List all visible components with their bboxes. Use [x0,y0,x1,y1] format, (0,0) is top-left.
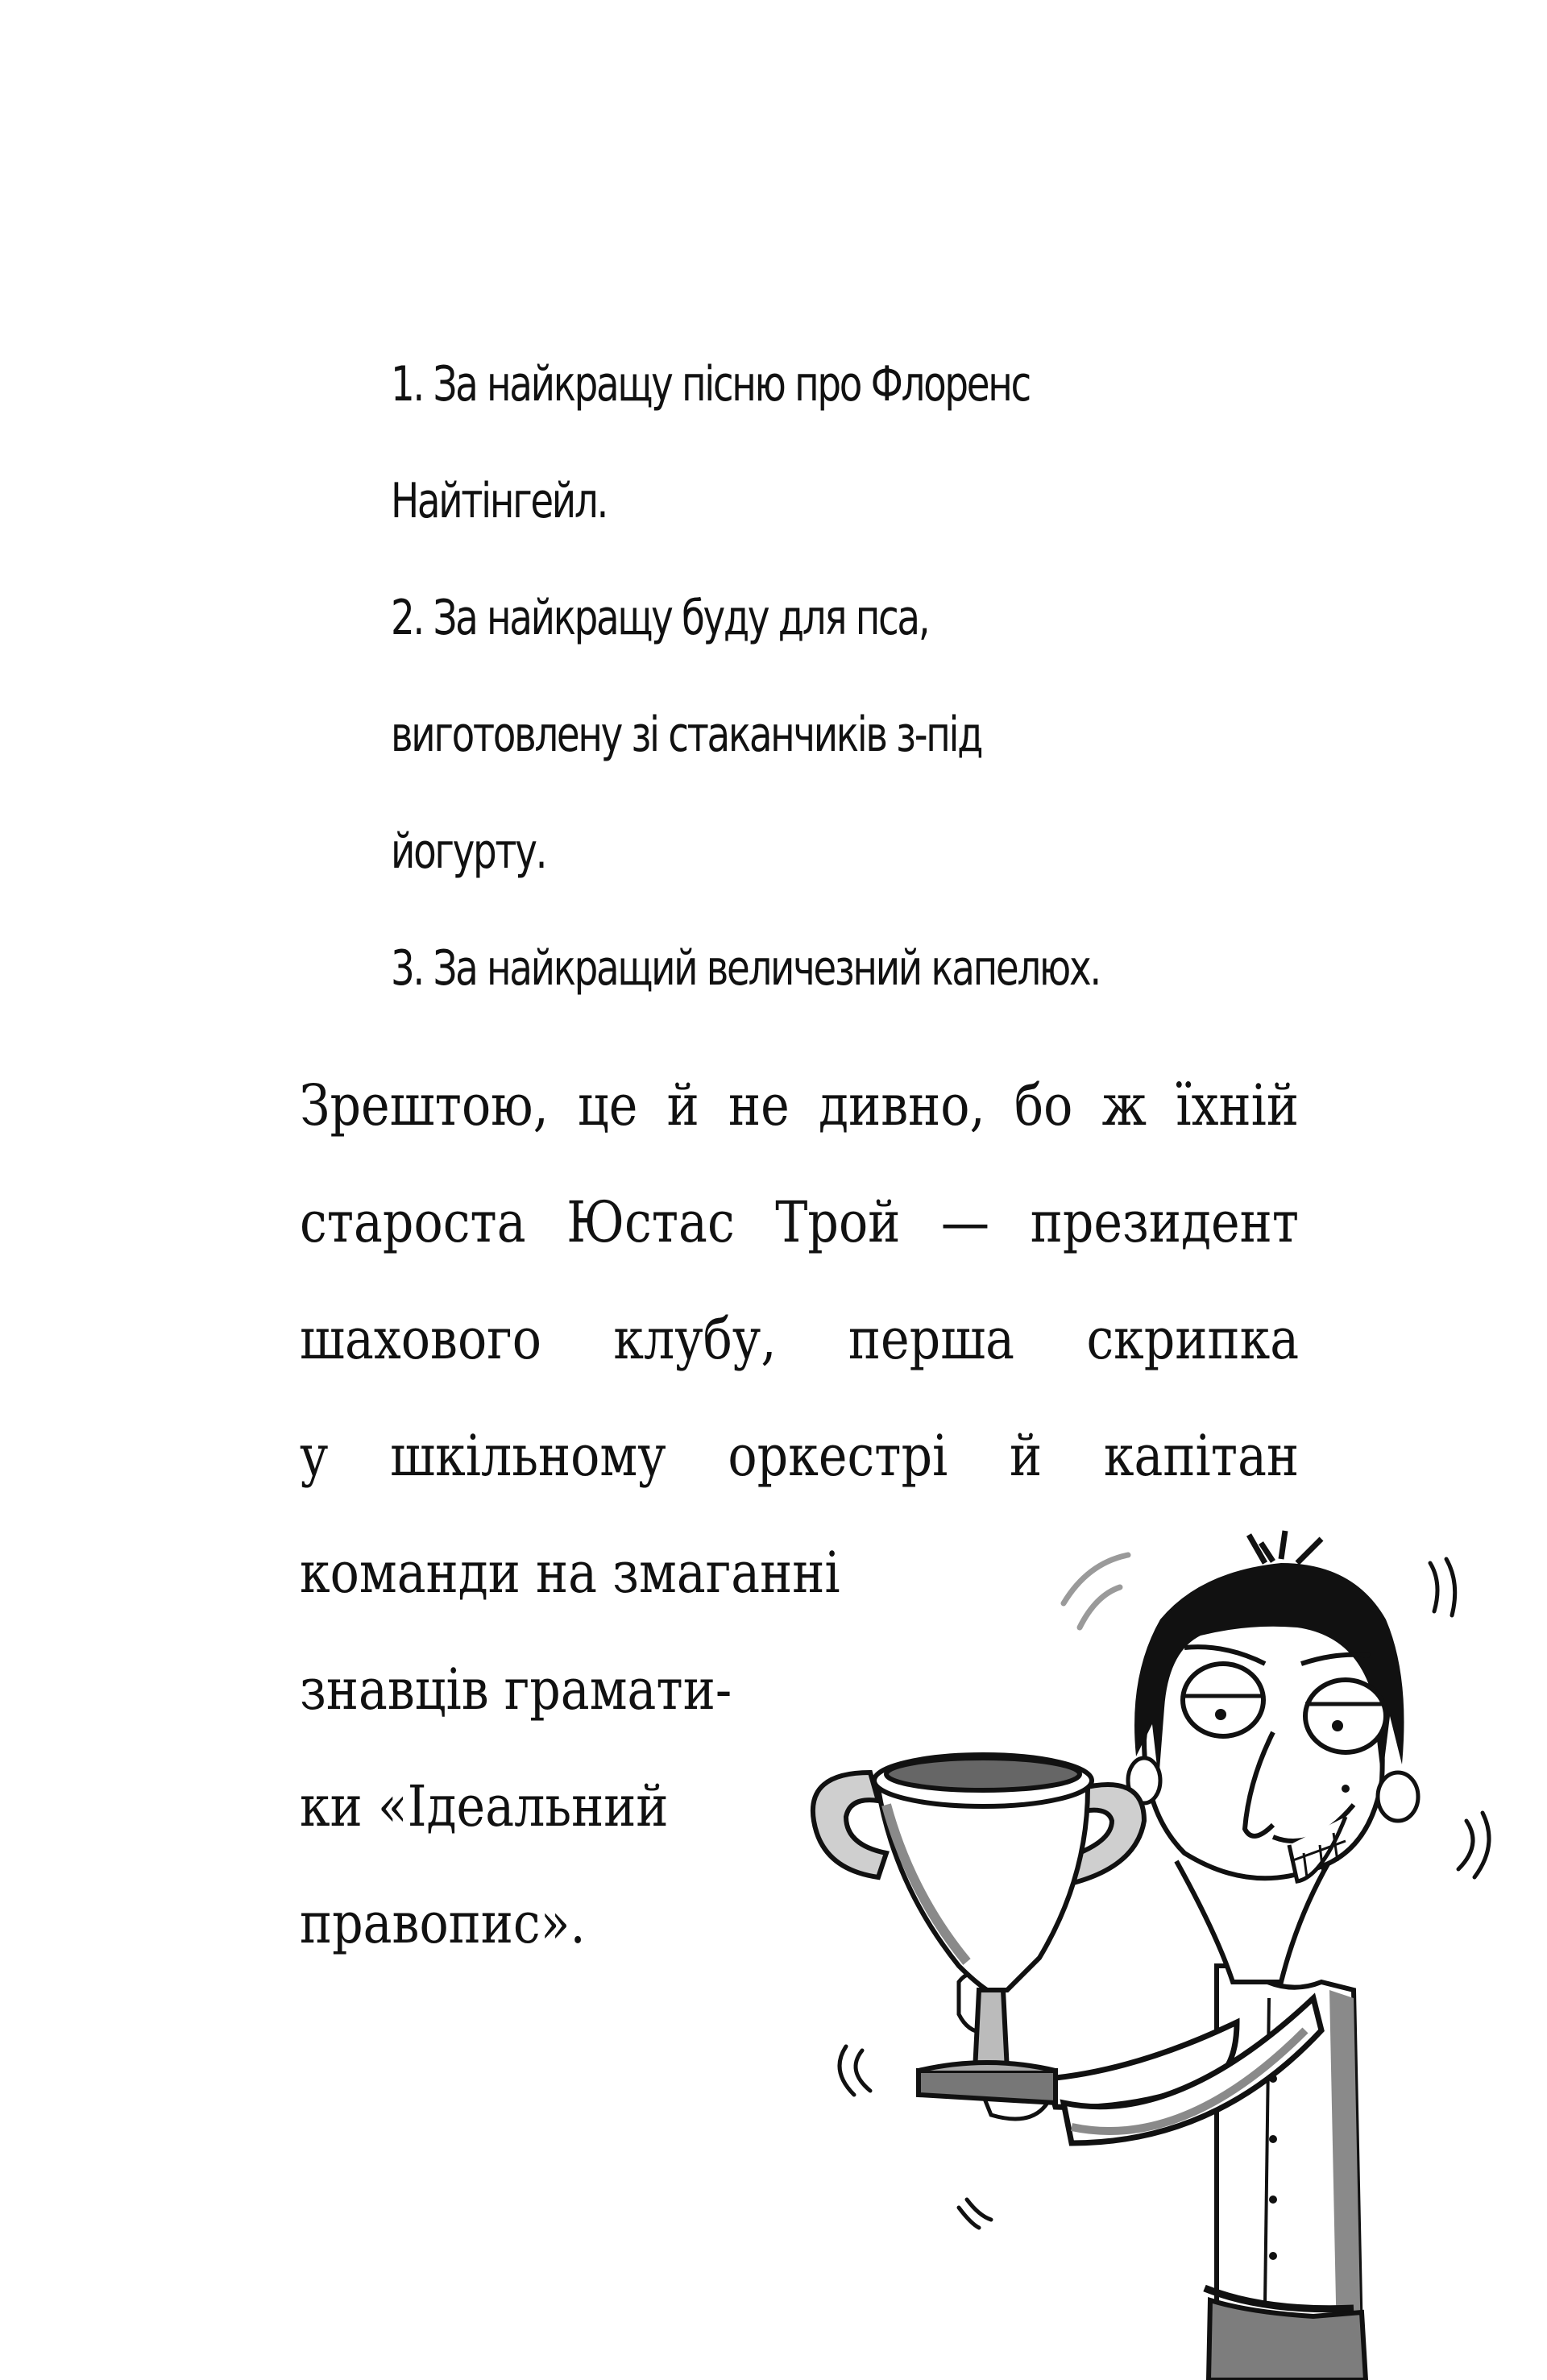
paragraph-line-8: правопис». [300,1890,586,1956]
paragraph-line-5: команди на змаганні [300,1540,840,1606]
word: Зрештою, [300,1072,549,1138]
word: — [940,1189,990,1255]
award-item-1-line-1: 1. За найкращу пісню про Флоренс [391,356,1030,413]
word: не [728,1072,790,1138]
word: староста [300,1189,526,1255]
award-item-2-line-1: 2. За найкращу буду для пса, [391,590,929,646]
paragraph-line-7: ки «Ідеальний [300,1773,669,1839]
trophy-boy-drawing-icon [798,1515,1547,2380]
paragraph-line-3 [300,1281,1299,1398]
word: у [300,1423,329,1489]
word: президент [1030,1189,1300,1255]
awards-list [391,326,1317,1027]
word: й [1010,1423,1043,1489]
paragraph-line-6: знавців грамати- [300,1656,732,1723]
paragraph-line-2 [300,1164,1299,1281]
word: це [578,1072,638,1138]
award-item-2-line-3: йогурту. [391,823,546,880]
paragraph-line-1 [300,1047,1299,1164]
word: бо [1014,1072,1073,1138]
word: Трой [775,1189,901,1255]
word: Юстас [566,1189,735,1255]
word: перша [848,1306,1015,1372]
word: клубу, [613,1306,777,1372]
word: ж [1101,1072,1147,1138]
paragraph-line-4 [300,1398,1299,1515]
boy-with-trophy-illustration [798,1515,1547,2380]
word: їхній [1176,1072,1300,1138]
word: скрипка [1086,1306,1300,1372]
word: шкільному [390,1423,666,1489]
award-item-2-line-2: виготовлену зі стаканчиків з-під [391,707,982,763]
word: капітан [1103,1423,1300,1489]
word: оркестрі [728,1423,948,1489]
award-item-3-line-1: 3. За найкращий величезний капелюх. [391,940,1100,997]
award-item-1-line-2: Найтінгейл. [391,473,608,529]
word: й [666,1072,699,1138]
word: шахового [300,1306,541,1372]
word: дивно, [819,1072,985,1138]
